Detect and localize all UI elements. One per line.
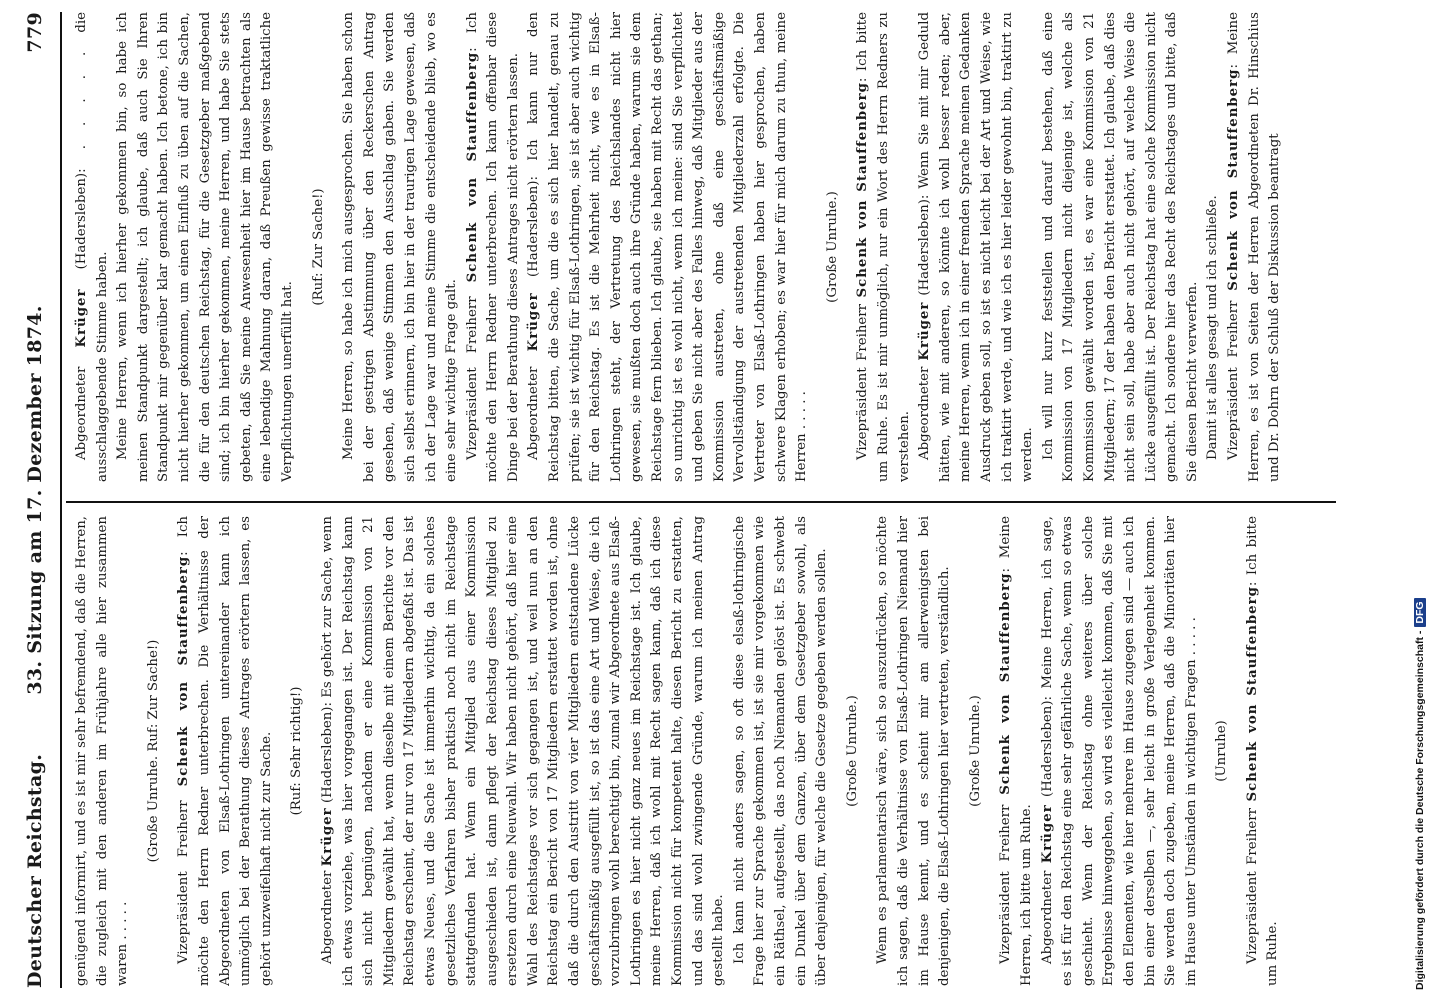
speaker-name: Krüger: [74, 288, 89, 348]
speech-text: Vizepräsident Freiherr: [855, 297, 871, 460]
stage-direction: (Große Unruhe.): [824, 191, 840, 303]
speech-paragraph: [1243, 516, 1284, 986]
speech-text: : Ich bitte um Ruhe.: [1244, 516, 1281, 986]
header-publication: Deutscher Reichstag.: [24, 753, 46, 988]
header-rule: [60, 12, 62, 988]
speech-text: (Hadersleben): . . . . . die ausschlaggebende Stimme haben.: [74, 12, 110, 482]
speech-text: Vizepräsident Freiherr: [176, 786, 192, 964]
speech-text: Vizepräsident Freiherr: [464, 282, 480, 460]
speech-paragraph: [174, 516, 277, 986]
header-page-number: 779: [24, 12, 46, 53]
stage-direction: (Unruhe): [1214, 720, 1230, 782]
page-header: [18, 12, 58, 988]
speech-paragraph: [1038, 516, 1203, 986]
speech-paragraph: [318, 516, 730, 986]
speech-text: Abgeordneter: [319, 866, 335, 964]
speech-paragraph: [72, 12, 113, 482]
speech-paragraph: [915, 12, 1039, 482]
speaker-name: Krüger: [917, 301, 933, 361]
speaker-name: Krüger: [526, 292, 542, 352]
speaker-name: Krüger: [319, 807, 335, 867]
text-paragraph: Ich kann nicht anders sagen, so oft diese elsaß-lothringische Frage hier zur Sprache gekommen ist, ist sie mir vorgekommen wie ein Räthsel, aufgestellt, das noch Niemanden gelöst ist. Es schwebt ein Dunkel über dem Ganzen, über dem Gesetzgeber sowohl, als über denjenigen, für welche die Gesetze gegeben werden sollen.: [731, 516, 830, 986]
speech-text: Abgeordneter: [526, 351, 542, 460]
speech-text: Vizepräsident Freiherr: [998, 794, 1014, 964]
text-paragraph: Damit ist alles gesagt und ich schließe.: [1205, 195, 1221, 460]
speech-text: (Hadersleben): Meine Herren, ich sage, es ist für den Reichstag eine sehr gefährliche Sache, wenn so etwas geschieht. Wenn der Reichstag ohne weiteres über solche Ergebnisse hinweggehen, so wird es vielleicht kommen, daß Sie mit den Elementen, wie hier mehrere im Hause zugegen sind — auch ich bin einer derselben —, sehr leicht in große Verlegenheit kommen. Sie werden doch zugeben, meine Herren, daß die Minoritäten hier im Hause unter Umständen in wichtigen Fragen . . . . .: [1039, 516, 1199, 986]
stage-direction: (Große Unruhe. Ruf: Zur Sache!): [145, 639, 161, 863]
right-column: [72, 12, 1332, 482]
speech-text: (Hadersleben): Es gehört zur Sache, wenn ich etwas vorziehe, was hier vorgegangen ist. Der Reichstag kann sich nicht begnügen, nachdem er eine Kommission von 21 Mitgliedern gewählt hat, wenn dieselbe mit einem Berichte vor den Reichstag erscheint, der nur von 17 Mitgliedern abgefaßt ist. Das ist etwas Neues, und die Sache ist immerhin wichtig, da ein solches gesetzliches Verfahren bisher praktisch noch nicht im Reichstage stattgefunden hat. Wenn ein Mitglied aus einer Kommission ausgeschieden ist, dann pflegt der Reichstag dieses Mitglied zu ersetzen durch eine Neuwahl. Wir haben nicht gehört, daß hier eine Wahl des Reichstages vor sich gegangen ist, und weil nun an den Reichstag ein Bericht von 17 Mitgliedern erstattet worden ist, ohne daß die durch den Austritt von vier Mitgliedern entstandene Lücke geschäftsmäßig ausgefüllt ist, so ist das eine Art und Weise, die ich vorzubringen wohl berechtigt bin, zumal wir Abgeordnete aus Elsaß-Lothringen es hier nicht ganz neues im Reichstage ist. Ich glaube, meine Herren, daß ich wohl mit Recht sagen kann, daß ich diese Kommission nicht für kompetent halte, diesen Bericht zu erstatten, und das sind wohl zwingende Gründe, warum ich meinen Antrag gestellt habe.: [319, 516, 727, 986]
speech-text: Abgeordneter: [74, 347, 89, 460]
speech-paragraph: [524, 12, 812, 482]
speaker-name: Schenk von Stauffenberg: [176, 555, 192, 787]
column-divider: [66, 501, 1336, 503]
speaker-name: Schenk von Stauffenberg: [998, 572, 1014, 795]
text-paragraph: genügend informirt, und es ist mir sehr befremdend, daß die Herren, die zugleich mit den anderen im Frühjahre alle hier zusammen waren . . . . .: [74, 516, 131, 986]
dfg-logo-badge: DFG: [1414, 598, 1426, 626]
speech-text: Abgeordneter: [1039, 863, 1055, 964]
speaker-name: Schenk von Stauffenberg: [855, 82, 871, 298]
speech-paragraph: [996, 516, 1037, 986]
speaker-name: Krüger: [1039, 804, 1055, 864]
speech-text: : Meine Herren, es ist von Seiten der Herren Abgeordneten Dr. Hinschius und Dr. Dohrn der Schluß der Diskussion beantragt: [1226, 12, 1283, 482]
speech-text: : Ich möchte den Herrn Redner unterbrechen. Die Verhältnisse der Abgeordneten von Elsaß-Lothringen untereinander kann ich unmöglich bei der Berathung dieses Antrages erörtern lassen, es gehört unzweifelhaft nicht zur Sache.: [176, 516, 274, 986]
stage-direction: (Große Unruhe.): [844, 695, 860, 807]
speech-paragraph: [463, 12, 525, 482]
stage-direction: (Große Unruhe.): [967, 695, 983, 807]
speech-text: : Meine Herren, ich bitte um Ruhe.: [998, 516, 1034, 986]
stage-direction: (Ruf: Zur Sache!): [310, 188, 326, 306]
speech-text: Vizepräsident Freiherr: [1226, 290, 1242, 460]
credit-text: Digitalisierung gefördert durch die Deutsche Forschungsgemeinschaft -: [1414, 630, 1426, 990]
speaker-name: Schenk von Stauffenberg: [1226, 68, 1242, 291]
speech-paragraph: [853, 12, 915, 482]
speech-text: Vizepräsident Freiherr: [1244, 801, 1260, 964]
left-column: [72, 516, 1332, 986]
speech-text: : Ich bitte um Ruhe. Es ist mir unmöglich, nur ein Wort des Herrn Redners zu verstehen.: [855, 12, 912, 482]
header-session: 33. Sitzung am 17. Dezember 1874.: [24, 305, 46, 695]
speech-text: : Ich möchte den Herrn Redner unterbrechen. Ich kann offenbar diese Dinge bei der Berathung dieses Antrages nicht erörtern lassen.: [464, 12, 521, 482]
text-paragraph: Meine Herren, so habe ich mich ausgesprochen. Sie haben schon bei der gestrigen Abstimmung über den Reckerschen Antrag gesehen, daß wenige Stimmen den Ausschlag gaben. Sie werden sich selbst erinnern, ich bin hier in der traurigen Lage gewesen, daß ich der Lage war und meine Stimme die entscheidende blieb, wo es eine sehr wichtige Frage galt.: [341, 12, 460, 482]
digitization-credit: [1414, 10, 1426, 990]
speech-text: (Hadersleben): Wenn Sie mit mir Geduld hätten, wie mit anderen, so könnte ich wohl besser reden; aber, meine Herren, wenn ich in einer fremden Sprache meinen Gedanken Ausdruck geben soll, so ist es nicht leicht bei der Art und Weise, wie ich traktirt werde, und wie ich es hier leider gewohnt bin, traktirt zu werden.: [917, 12, 1036, 482]
speech-text: (Hadersleben): Ich kann nur den Reichstag bitten, die Sache, um die es sich hier handelt, genau zu prüfen; sie ist wichtig für Elsaß-Lothringen, sie ist aber auch wichtig für den Reichstag. Es ist die Mehrheit nicht, wie es in Elsaß-Lothringen steht, der Vertretung des Reichslandes nicht hier gewesen, sie mußten doch auch ihre Gründe haben, warum sie dem Reichstage fern blieben. Ich glaube, sie haben mit Recht das gethan; so unrichtig ist es wohl nicht, wenn ich meine: sind Sie verpflichtet und geben Sie nicht aber des Falles hinweg, daß Mitglieder aus der Kommission austreten, ohne daß eine geschäftsmäßige Vervollständigung der austretenden Mitgliederzahl erfolgte. Die Vertreter von Elsaß-Lothringen haben hier gesprochen, haben schwere Klagen erhoben; es war hier für mich darum zu thun, meine Herren . . . . .: [526, 12, 810, 482]
stage-direction: (Ruf: Sehr richtig!): [289, 686, 305, 816]
text-paragraph: Meine Herren, wenn ich hierher gekommen bin, so habe ich meinen Standpunkt dargestellt; ich glaube, daß auch Sie Ihren Standpunkt mir gegenüber klar gemacht haben. Ich betone, ich bin nicht hierher gekommen, um einen Einfluß zu üben auf die Sachen, die für den deutschen Reichstag, für die Gesetzgeber maßgebend sind; ich bin hierher gekommen, meine Herren, und habe Sie stets gebeten, daß Sie meine Anwesenheit hier im Hause betrachten als eine lebendige Mahnung daran, daß Preußen gewisse traktatliche Verpflichtungen unerfüllt hat.: [115, 12, 295, 482]
speaker-name: Schenk von Stauffenberg: [1244, 586, 1260, 802]
speech-paragraph: [1224, 12, 1286, 482]
speech-text: Abgeordneter: [917, 360, 933, 460]
text-paragraph: Wenn es parlamentarisch wäre, sich so auszudrücken, so möchte ich sagen, daß die Verhältnisse von Elsaß-Lothringen Niemand hier im Hause kennt, und es scheint mir am allerwenigsten bei denjenigen, die Elsaß-Lothringen hier vertreten, verständlich.: [875, 516, 953, 986]
text-paragraph: Ich will nur kurz feststellen und darauf bestehen, daß eine Kommission von 17 Mitgliedern nicht diejenige ist, welche als Kommission gewählt worden ist, es war eine Kommission von 21 Mitgliedern; 17 der haben den Bericht erstattet. Ich glaube, daß dies nicht sein soll, habe aber auch nicht gehört, auf welche Weise die Lücke ausgefüllt ist. Der Reichstag hat eine solche Kommission nicht gemacht. Ich sondere hier das Recht des Reichstages und bitte, daß Sie diesen Bericht verwerfen.: [1040, 12, 1200, 482]
speaker-name: Schenk von Stauffenberg: [464, 51, 480, 283]
